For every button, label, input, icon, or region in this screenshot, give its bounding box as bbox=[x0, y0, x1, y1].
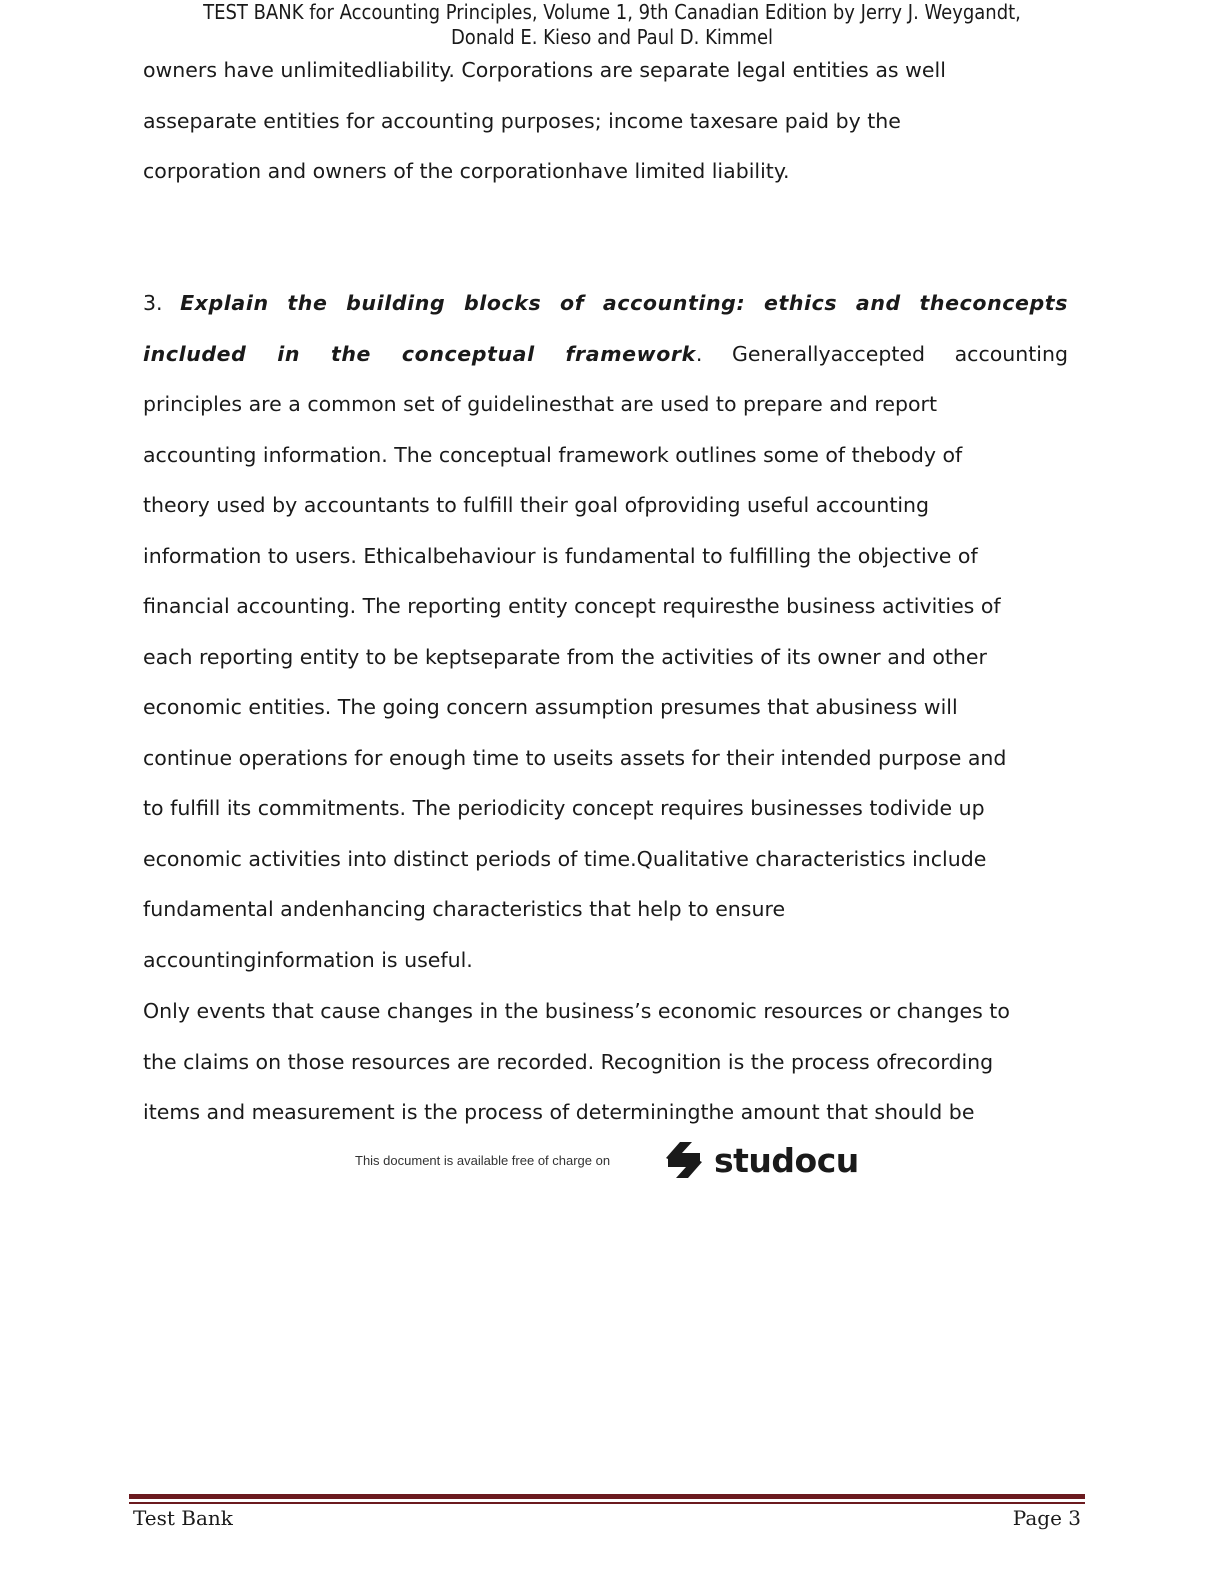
text-line: accountinginformation is useful. bbox=[143, 947, 473, 972]
footer-divider-thin bbox=[129, 1502, 1085, 1504]
text-line: theory used by accountants to fulfill their goal ofproviding useful accounting bbox=[143, 493, 930, 517]
text-line: accounting information. The conceptual framework outlines some of thebody of bbox=[143, 442, 963, 467]
footer-page-number: Page 3 bbox=[1012, 1506, 1081, 1530]
answer-start: Generallyaccepted accounting bbox=[731, 341, 1068, 366]
paragraph-recognition bbox=[143, 986, 1068, 1138]
text-line: items and measurement is the process of determiningthe amount that should be bbox=[143, 1100, 975, 1124]
question-3-block bbox=[143, 278, 1068, 985]
paragraph-corporations bbox=[143, 45, 1068, 197]
text-line: continue operations for enough time to useits assets for their intended purpose and bbox=[143, 745, 1007, 770]
question-title-line-2 bbox=[143, 329, 1068, 380]
banner-text: This document is available free of charge on bbox=[355, 1152, 611, 1168]
text-line: financial accounting. The reporting entity concept requiresthe business activities of bbox=[143, 594, 1001, 618]
text-line: economic entities. The going concern assumption presumes that abusiness will bbox=[143, 695, 958, 719]
text-line: the claims on those resources are recorded. Recognition is the process ofrecording bbox=[143, 1049, 994, 1074]
question-number: 3. bbox=[143, 291, 163, 315]
footer-title: Test Bank bbox=[133, 1506, 233, 1530]
studocu-logo-icon bbox=[660, 1136, 708, 1184]
question-title-part-2: included in the conceptual framework bbox=[143, 341, 696, 366]
question-title-line-1 bbox=[143, 278, 1068, 329]
question-title-part-1: Explain the building blocks of accounting: ethics and theconcepts bbox=[180, 291, 1068, 315]
header-title-line-2: Donald E. Kieso and Paul D. Kimmel bbox=[450, 25, 774, 49]
text-line: asseparate entities for accounting purposes; income taxesare paid by the bbox=[143, 108, 901, 133]
text-line: each reporting entity to be keptseparate from the activities of its owner and other bbox=[143, 644, 987, 669]
text-line: principles are a common set of guidelinesthat are used to prepare and report bbox=[143, 392, 937, 416]
question-title-end: . bbox=[695, 341, 703, 366]
text-line: economic activities into distinct periods of time.Qualitative characteristics include bbox=[143, 846, 987, 871]
text-line: owners have unlimitedliability. Corporations are separate legal entities as well bbox=[143, 58, 946, 82]
header-title-line-1: TEST BANK for Accounting Principles, Volume 1, 9th Canadian Edition by Jerry J. Weygandt, bbox=[203, 0, 1021, 24]
studocu-banner[interactable] bbox=[355, 1134, 875, 1186]
text-line: Only events that cause changes in the business’s economic resources or changes to bbox=[143, 999, 1010, 1023]
text-line: to fulfill its commitments. The periodicity concept requires businesses todivide up bbox=[143, 796, 985, 820]
studocu-brand-name: studocu bbox=[714, 1140, 859, 1180]
text-line: fundamental andenhancing characteristics that help to ensure bbox=[143, 897, 786, 921]
page-header bbox=[0, 0, 1224, 50]
text-line: information to users. Ethicalbehaviour is fundamental to fulfilling the objective of bbox=[143, 543, 978, 568]
text-line: corporation and owners of the corporationhave limited liability. bbox=[143, 159, 790, 183]
footer-divider-thick bbox=[129, 1494, 1085, 1499]
